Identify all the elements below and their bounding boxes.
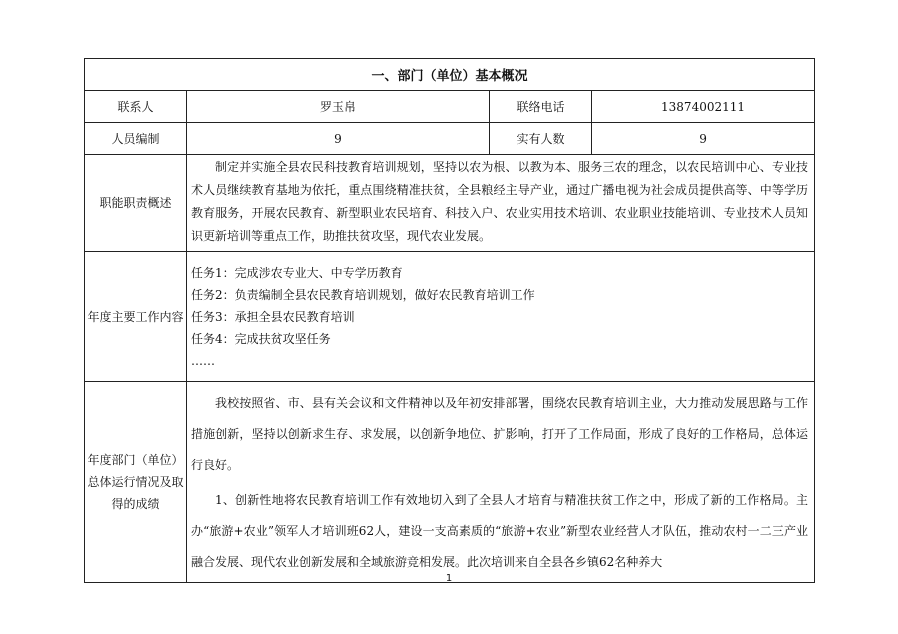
task-item: 任务2：负责编制全县农民教育培训规划，做好农民教育培训工作 xyxy=(191,288,535,302)
summary-paragraph: 1、创新性地将农民教育培训工作有效地切入到了全县人才培育与精准扶贫工作之中，形成了新的工作格局。主办“旅游+农业”领军人才培训班62人，建设一支高素质的“旅游+农业”新型农业经营人才队伍，推动农村一二三产业融合发展、现代农业创新发展和全域旅游竞相发展。此次培训来自全县各乡镇62名种养大 xyxy=(191,493,809,569)
duty-text: 制定并实施全县农民科技教育培训规划，坚持以农为根、以教为本、服务三农的理念，以农民培训中心、专业技术人员继续教育基地为依托，重点围绕精准扶贫，全县粮经主导产业，通过广播电视为社会成员提供高等、中等学历教育服务，开展农民教育、新型职业农民培育、科技入户、农业实用技术培训、农业职业技能培训、专业技术人员知识更新培训等重点工作，助推扶贫攻坚，现代农业发展。 xyxy=(187,155,815,252)
contact-label: 联系人 xyxy=(85,91,187,123)
summary-text xyxy=(187,382,815,583)
task-item: 任务3：承担全县农民教育培训 xyxy=(191,310,355,324)
task-list xyxy=(187,252,815,382)
task-item: 任务4：完成扶贫攻坚任务 xyxy=(191,332,331,346)
basic-info-table xyxy=(84,58,815,583)
phone-value: 13874002111 xyxy=(592,91,815,123)
table-title: 一、部门（单位）基本概况 xyxy=(85,59,815,91)
staff-quota-label: 人员编制 xyxy=(85,123,187,155)
actual-staff-value: 9 xyxy=(592,123,815,155)
contact-value: 罗玉帛 xyxy=(187,91,490,123)
task-item: …… xyxy=(191,354,215,368)
summary-label: 年度部门（单位）总体运行情况及取得的成绩 xyxy=(85,382,187,583)
staff-quota-value: 9 xyxy=(187,123,490,155)
actual-staff-label: 实有人数 xyxy=(490,123,592,155)
page-number: 1 xyxy=(445,573,453,584)
task-item: 任务1：完成涉农专业大、中专学历教育 xyxy=(191,266,403,280)
work-label: 年度主要工作内容 xyxy=(85,252,187,382)
phone-label: 联络电话 xyxy=(490,91,592,123)
summary-paragraph: 我校按照省、市、县有关会议和文件精神以及年初安排部署，围绕农民教育培训主业，大力推动发展思路与工作措施创新，坚持以创新求生存、求发展，以创新争地位、扩影响，打开了工作局面，形成了良好的工作格局，总体运行良好。 xyxy=(191,396,809,472)
duty-label: 职能职责概述 xyxy=(85,155,187,252)
